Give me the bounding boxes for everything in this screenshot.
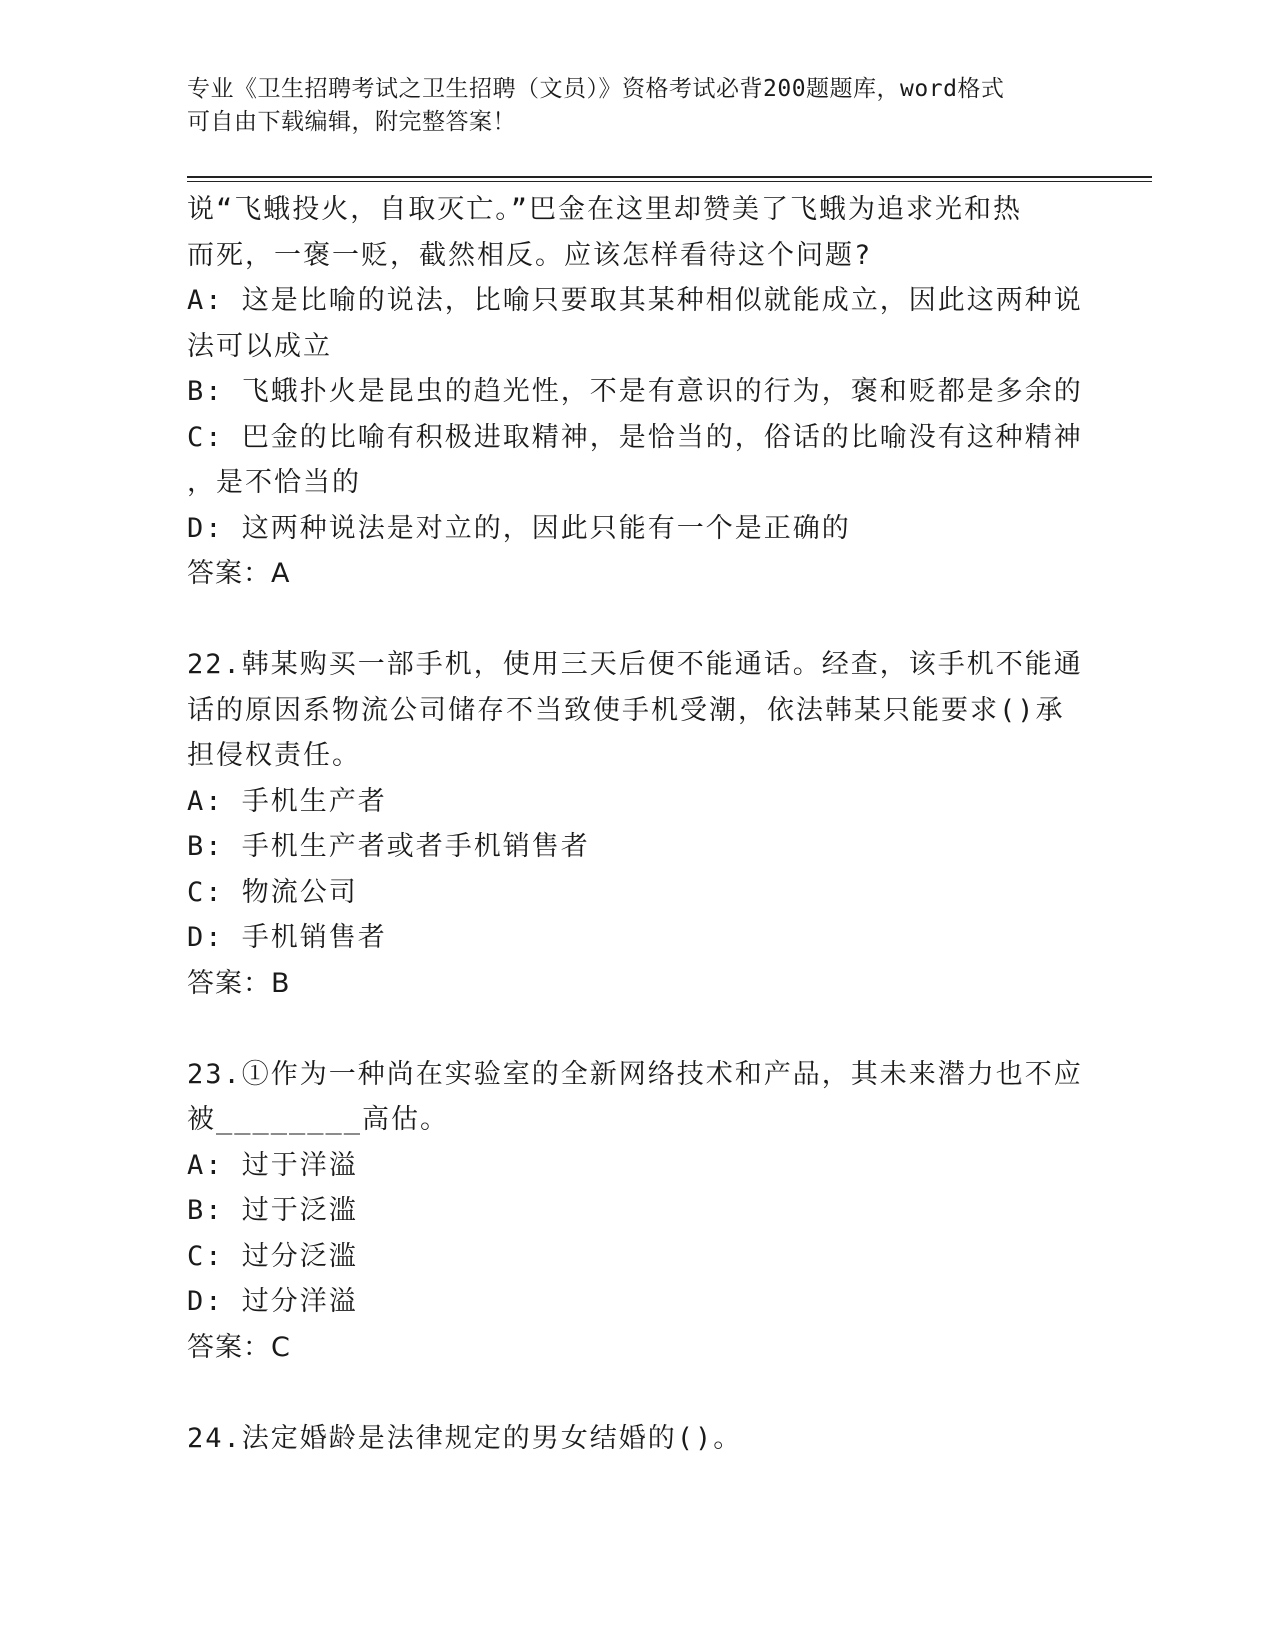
- question-21: [187, 187, 1087, 597]
- question-23: [187, 1052, 1087, 1371]
- answer-label: 答案：B: [187, 967, 291, 999]
- option-a: A: 这是比喻的说法，比喻只要取其某种相似就能成立，因此这两种说: [187, 285, 1083, 316]
- question-stem: 话的原因系物流公司储存不当致使手机受潮，依法韩某只能要求()承: [187, 694, 1065, 726]
- option-a: A: 过于洋溢: [187, 1149, 358, 1181]
- option-c: ，是不恰当的: [187, 467, 361, 498]
- spacer: [187, 1006, 1087, 1052]
- option-b: B: 飞蛾扑火是昆虫的趋光性，不是有意识的行为，褒和贬都是多余的: [187, 376, 1083, 407]
- question-stem: 24.法定婚龄是法律规定的男女结婚的()。: [187, 1422, 743, 1454]
- question-stem: 被________高估。: [187, 1104, 450, 1135]
- option-c: C: 巴金的比喻有积极进取精神，是恰当的，俗话的比喻没有这种精神: [187, 421, 1083, 453]
- question-stem: 23.①作为一种尚在实验室的全新网络技术和产品，其未来潜力也不应: [187, 1058, 1083, 1090]
- option-c: C: 物流公司: [187, 876, 358, 908]
- question-24: [187, 1416, 1087, 1462]
- question-content: [187, 187, 1087, 1461]
- spacer: [187, 597, 1087, 643]
- option-d: D: 这两种说法是对立的，因此只能有一个是正确的: [187, 512, 851, 544]
- answer-label: 答案：C: [187, 1331, 291, 1363]
- header-line-1: 专业《卫生招聘考试之卫生招聘（文员）》资格考试必背200题题库，word格式: [187, 76, 1005, 102]
- answer-label: 答案：A: [187, 558, 291, 589]
- question-stem: 说“飞蛾投火，自取灭亡。”巴金在这里却赞美了飞蛾为追求光和热: [187, 194, 1023, 225]
- option-c: C: 过分泛滥: [187, 1240, 358, 1272]
- header-divider: [187, 176, 1152, 182]
- option-b: B: 手机生产者或者手机销售者: [187, 831, 590, 862]
- option-a: A: 手机生产者: [187, 785, 387, 817]
- question-stem: 而死，一褒一贬，截然相反。应该怎样看待这个问题?: [187, 239, 873, 271]
- option-d: D: 过分洋溢: [187, 1286, 358, 1317]
- option-a: 法可以成立: [187, 330, 332, 362]
- question-22: [187, 642, 1087, 1006]
- spacer: [187, 1370, 1087, 1416]
- question-stem: 担侵权责任。: [187, 740, 361, 771]
- option-d: D: 手机销售者: [187, 922, 387, 953]
- question-stem: 22.韩某购买一部手机，使用三天后便不能通话。经查，该手机不能通: [187, 649, 1083, 680]
- page-header: [187, 73, 1067, 139]
- option-b: B: 过于泛滥: [187, 1195, 358, 1226]
- header-line-2: 可自由下载编辑，附完整答案！: [187, 109, 516, 135]
